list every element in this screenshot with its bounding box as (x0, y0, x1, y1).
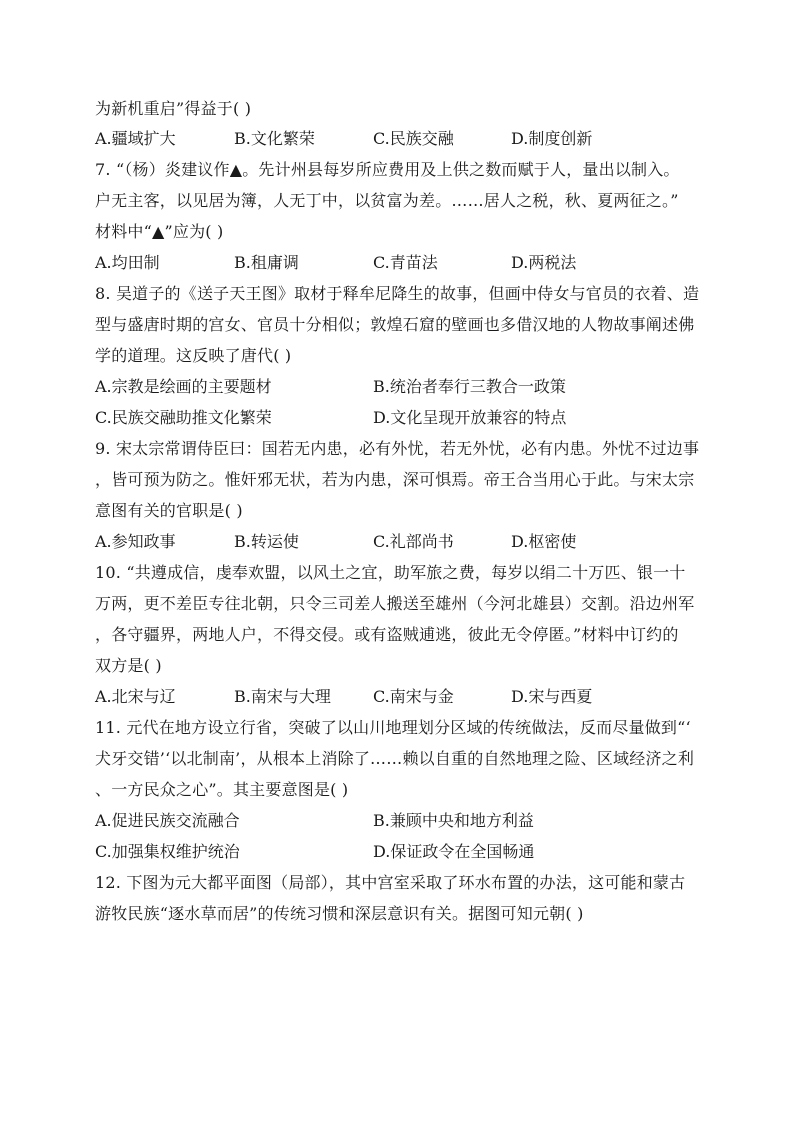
q11-stem-line2: 犬牙交错’‘以北制南’，从根本上消除了……赖以自重的自然地理之险、区域经济之利 (95, 749, 695, 768)
q10-options (95, 687, 715, 707)
q8-options-row2 (95, 408, 715, 428)
q10-option-c: C.南宋与金 (373, 687, 454, 706)
q9-option-d: D.枢密使 (511, 532, 577, 551)
q7-options (95, 253, 715, 273)
q11-option-b: B.兼顾中央和地方利益 (373, 811, 534, 830)
q8-options-row1 (95, 377, 715, 397)
q8-option-a: A.宗教是绘画的主要题材 (95, 377, 272, 396)
q11-options-row1 (95, 811, 715, 831)
q10-stem-line1: 10. “共遵成信，虔奉欢盟，以风土之宜，助军旅之费，每岁以绢二十万匹、银一十 (95, 563, 686, 582)
q8-stem-line3: 学的道理。这反映了唐代( ) (95, 346, 292, 365)
q6-option-c: C.民族交融 (373, 129, 454, 148)
q8-stem-line2: 型与盛唐时期的宫女、官员十分相似；敦煌石窟的壁画也多借汉地的人物故事阐述佛 (95, 315, 695, 334)
q7-option-c: C.青苗法 (373, 253, 438, 272)
q7-stem-line1: 7. “（杨）炎建议作▲。先计州县每岁所应费用及上供之数而赋于人，量出以制入。 (95, 160, 680, 179)
q7-stem-line3: 材料中“▲”应为( ) (95, 222, 224, 241)
q8-option-c: C.民族交融助推文化繁荣 (95, 408, 272, 427)
q10-option-d: D.宋与西夏 (511, 687, 593, 706)
q8-option-b: B.统治者奉行三教合一政策 (373, 377, 566, 396)
q11-stem-line1: 11. 元代在地方设立行省，突破了以山川地理划分区域的传统做法，反而尽量做到“‘ (95, 718, 691, 737)
q12-stem-line1: 12. 下图为元大都平面图（局部），其中宫室采取了环水布置的办法，这可能和蒙古 (95, 873, 686, 892)
q11-option-a: A.促进民族交流融合 (95, 811, 240, 830)
q11-option-d: D.保证政令在全国畅通 (373, 842, 535, 861)
q8-option-d: D.文化呈现开放兼容的特点 (373, 408, 567, 427)
q7-option-b: B.租庸调 (234, 253, 299, 272)
q10-stem-line3: ，各守疆界，两地人户，不得交侵。或有盗贼逋逃，彼此无令停匿。”材料中订约的 (95, 625, 679, 644)
q6-option-b: B.文化繁荣 (234, 129, 315, 148)
q9-option-c: C.礼部尚书 (373, 532, 454, 551)
q7-option-a: A.均田制 (95, 253, 160, 272)
q9-stem-line3: 意图有关的官职是( ) (95, 501, 243, 520)
q6-stem-tail: 为新机重启”得益于( ) (95, 99, 252, 118)
q11-option-c: C.加强集权维护统治 (95, 842, 240, 861)
q10-stem-line2: 万两，更不差臣专往北朝，只令三司差人搬送至雄州（今河北雄县）交割。沿边州军 (95, 594, 695, 613)
q10-stem-line4: 双方是( ) (95, 656, 162, 675)
q11-options-row2 (95, 842, 715, 862)
q9-option-a: A.参知政事 (95, 532, 176, 551)
q8-stem-line1: 8. 吴道子的《送子天王图》取材于释牟尼降生的故事，但画中侍女与官员的衣着、造 (95, 284, 700, 303)
q11-stem-line3: 、一方民众之心”。其主要意图是( ) (95, 780, 349, 799)
q6-options (95, 129, 715, 149)
q6-option-a: A.疆域扩大 (95, 129, 176, 148)
q9-option-b: B.转运使 (234, 532, 299, 551)
q7-stem-line2: 户无主客，以见居为簿，人无丁中，以贫富为差。……居人之税，秋、夏两征之。” (95, 191, 679, 210)
q9-options (95, 532, 715, 552)
q12-stem-line2: 游牧民族“逐水草而居”的传统习惯和深层意识有关。据图可知元朝( ) (95, 904, 584, 923)
q6-option-d: D.制度创新 (511, 129, 593, 148)
q9-stem-line2: ，皆可预为防之。惟奸邪无状，若为内患，深可惧焉。帝王合当用心于此。与宋太宗 (95, 470, 695, 489)
q10-option-a: A.北宋与辽 (95, 687, 176, 706)
q10-option-b: B.南宋与大理 (234, 687, 331, 706)
q7-option-d: D.两税法 (511, 253, 577, 272)
q9-stem-line1: 9. 宋太宗常谓侍臣曰：国若无内患，必有外忧，若无外忧，必有内患。外忧不过边事 (95, 439, 700, 458)
